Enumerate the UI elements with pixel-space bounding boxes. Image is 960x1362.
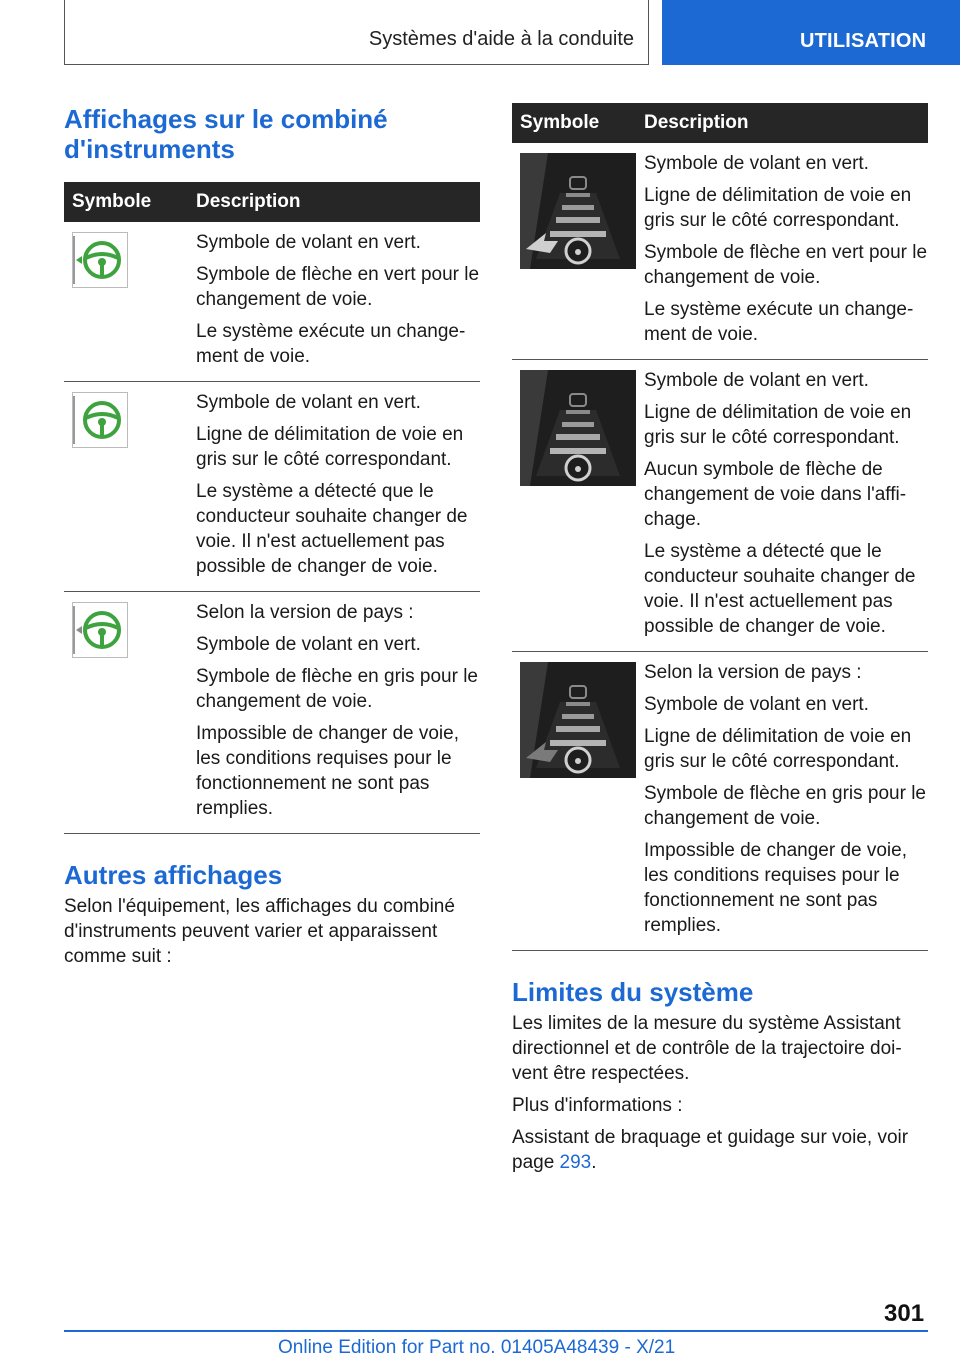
- reference-paragraph: [512, 1125, 928, 1175]
- other-displays-paragraph: Selon l'équipement, les affichages du combiné d'instruments peuvent varier et apparaissent comme suit :: [64, 896, 455, 967]
- table-row: [64, 222, 480, 382]
- lane-change-display-grey-arrow-icon: [520, 662, 636, 778]
- table-row: [512, 143, 928, 360]
- desc-line: Selon la version de pays :: [644, 662, 862, 683]
- th-symbol: Symbole: [64, 182, 188, 222]
- desc-line: Symbole de volant en vert.: [196, 392, 421, 413]
- table-row: [512, 360, 928, 652]
- table-row: [64, 382, 480, 592]
- symbol-cell: [64, 222, 188, 382]
- table-header-row: [512, 103, 928, 143]
- th-description: Description: [636, 103, 928, 143]
- left-column: [64, 104, 480, 976]
- green-steering-wheel-grey-arrow-icon: [72, 602, 128, 658]
- table-header-row: [64, 182, 480, 222]
- description-cell: [636, 652, 928, 951]
- description-cell: [636, 360, 928, 652]
- lane-change-display-icon: [520, 370, 636, 486]
- reference-text: Assistant de braquage et guidage sur voie, voir page: [512, 1127, 909, 1173]
- right-symbol-table: [512, 103, 928, 951]
- green-steering-wheel-arrow-icon: [72, 232, 128, 288]
- desc-line: Symbole de volant en vert.: [196, 634, 421, 655]
- desc-line: Le système exécute un changement de voie.: [644, 299, 914, 345]
- description-cell: [636, 143, 928, 360]
- green-steering-wheel-lane-icon: [72, 392, 128, 448]
- header-section-title: Systèmes d'aide à la conduite: [368, 28, 634, 50]
- page-reference-link[interactable]: 293: [559, 1152, 592, 1173]
- desc-line: Le système a détecté que le conducteur souhaite changer de voie. Il n'est actuellement pas possible de changer de voie.: [196, 481, 468, 577]
- desc-line: Impossible de changer de voie, les conditions requises pour le fonctionnement ne sont pas remplies.: [196, 723, 459, 819]
- desc-line: Ligne de délimitation de voie en gris sur le côté correspondant.: [644, 402, 912, 448]
- desc-line: Ligne de délimitation de voie en gris sur le côté correspondant.: [644, 726, 912, 772]
- desc-line: Symbole de volant en vert.: [644, 370, 869, 391]
- footer-divider: [64, 1330, 928, 1332]
- desc-line: Ligne de délimitation de voie en gris sur le côté correspondant.: [644, 185, 912, 231]
- heading-system-limits: Limites du système: [512, 977, 754, 1007]
- desc-line: Ligne de délimitation de voie en gris sur le côté correspondant.: [196, 424, 464, 470]
- desc-line: Symbole de flèche en vert pour le changement de voie.: [644, 242, 928, 288]
- desc-line: Symbole de flèche en vert pour le changement de voie.: [196, 264, 480, 310]
- symbol-cell: [64, 382, 188, 592]
- desc-line: Symbole de volant en vert.: [196, 232, 421, 253]
- desc-line: Symbole de volant en vert.: [644, 694, 869, 715]
- right-column: [512, 103, 928, 1182]
- description-cell: [188, 222, 480, 382]
- desc-line: Impossible de changer de voie, les conditions requises pour le fonctionnement ne sont pas remplies.: [644, 840, 907, 936]
- more-info-paragraph: Plus d'informations :: [512, 1095, 683, 1116]
- symbol-cell: [64, 592, 188, 834]
- table-row: [512, 652, 928, 951]
- reference-end: .: [591, 1152, 597, 1173]
- table-row: [64, 592, 480, 834]
- desc-line: Symbole de flèche en gris pour le changement de voie.: [644, 783, 926, 829]
- page-number: 301: [884, 1300, 925, 1327]
- symbol-cell: [512, 652, 636, 951]
- header-chapter-title: UTILISATION: [800, 30, 927, 52]
- footer-edition-text: Online Edition for Part no. 01405A48439 - X/21: [278, 1337, 676, 1358]
- desc-line: Le système a détecté que le conducteur souhaite changer de voie. Il n'est actuellement pas possible de changer de voie.: [644, 541, 916, 637]
- description-cell: [188, 592, 480, 834]
- symbol-cell: [512, 360, 636, 652]
- header-section-box: [64, 0, 649, 65]
- th-symbol: Symbole: [512, 103, 636, 143]
- desc-line: Symbole de flèche en gris pour le changement de voie.: [196, 666, 478, 712]
- limits-paragraph: Les limites de la mesure du système Assistant directionnel et de contrôle de la trajectoire doivent être respectées.: [512, 1013, 902, 1084]
- desc-line: Le système exécute un changement de voie.: [196, 321, 466, 367]
- heading-other-displays: Autres affichages: [64, 860, 283, 890]
- left-symbol-table: [64, 182, 480, 834]
- header-chapter-tab: [662, 0, 960, 65]
- heading-instrument-displays: Affichages sur le combiné d'instruments: [64, 104, 388, 164]
- description-cell: [188, 382, 480, 592]
- desc-line: Aucun symbole de flèche de changement de voie dans l'affichage.: [644, 459, 907, 530]
- symbol-cell: [512, 143, 636, 360]
- desc-line: Selon la version de pays :: [196, 602, 414, 623]
- desc-line: Symbole de volant en vert.: [644, 153, 869, 174]
- lane-change-display-arrow-icon: [520, 153, 636, 269]
- th-description: Description: [188, 182, 480, 222]
